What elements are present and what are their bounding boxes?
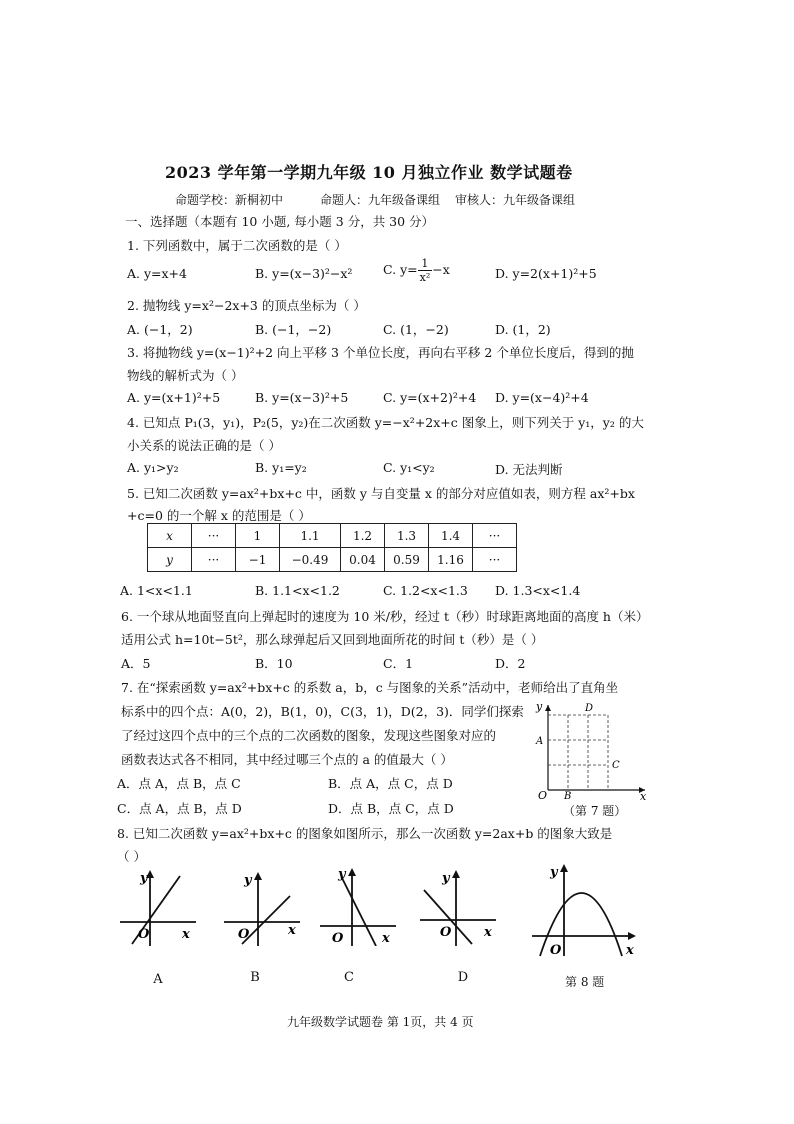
question-6-stem-line1: 6. 一个球从地面竖直向上弹起时的速度为 10 米/秒，经过 t（秒）时球距离地面的高度 h（米）	[121, 609, 649, 624]
question-6-option-c: C．1	[383, 656, 414, 671]
value-table	[147, 523, 517, 572]
question-8-graph-a	[118, 868, 198, 948]
fig7-y-label: y	[536, 700, 543, 713]
table-cell: 1	[236, 524, 280, 548]
table-cell: 1.4	[429, 524, 473, 548]
graph-b-y: y	[244, 873, 252, 888]
question-7-stem-line2: 标系中的四个点：A(0，2)，B(1，0)，C(3，1)，D(2，3)．同学们探索	[121, 704, 524, 719]
table-cell: −1	[236, 548, 280, 572]
table-cell: ···	[192, 548, 236, 572]
graph-b-x: x	[288, 923, 296, 938]
question-8-label-d: D	[457, 970, 469, 985]
reviewer-label: 审核人：九年级备课组	[455, 193, 576, 207]
question-4-option-c: C. y₁<y₂	[383, 460, 435, 475]
table-cell: −0.49	[280, 548, 341, 572]
graph-a-origin: O	[138, 927, 150, 942]
question-6-option-a: A．5	[121, 656, 151, 671]
table-cell: 1.3	[385, 524, 429, 548]
question-8-stem-line2: （ ）	[117, 849, 146, 864]
question-4-option-a: A. y₁>y₂	[127, 460, 179, 475]
graph-c-y: y	[338, 867, 346, 882]
table-cell: 0.59	[385, 548, 429, 572]
question-4-option-d: D. 无法判断	[495, 462, 563, 477]
question-8-graph-d	[418, 868, 498, 948]
question-3-option-d: D. y=(x−4)²+4	[495, 390, 589, 405]
question-5-option-d: D. 1.3<x<1.4	[495, 583, 581, 598]
question-2-option-c: C. (1，−2)	[383, 322, 449, 337]
question-7-figure-caption: （第 7 题）	[563, 804, 627, 818]
table-cell: 1.1	[280, 524, 341, 548]
graph-a-x: x	[182, 927, 190, 942]
table-cell: 1.2	[341, 524, 385, 548]
page-footer: 九年级数学试题卷 第 1页，共 4 页	[287, 1015, 474, 1029]
question-4-stem-line1: 4. 已知点 P₁(3，y₁)，P₂(5，y₂)在二次函数 y=−x²+2x+c 图象上，则下列关于 y₁，y₂ 的大	[127, 415, 644, 430]
fig7-point-a: A	[536, 736, 544, 747]
question-8-label-c: C	[344, 970, 354, 985]
table-cell: y	[148, 548, 192, 572]
question-5-stem-line2: +c=0 的一个解 x 的范围是（ ）	[127, 508, 311, 523]
question-2-stem: 2. 抛物线 y=x²−2x+3 的顶点坐标为（ ）	[127, 298, 366, 313]
parabola-x: x	[626, 943, 634, 958]
question-6-option-d: D．2	[495, 656, 526, 671]
question-2-option-b: B. (−1，−2)	[255, 322, 332, 337]
question-5-option-b: B. 1.1<x<1.2	[255, 583, 340, 598]
question-5-option-a: A. 1<x<1.1	[120, 583, 193, 598]
question-8-figure-caption: 第 8 题	[565, 975, 605, 989]
graph-a-y: y	[140, 871, 148, 886]
fig7-origin: O	[538, 789, 548, 800]
graph-c-origin: O	[332, 931, 344, 946]
table-cell: ···	[473, 524, 517, 548]
graph-d-y: y	[442, 871, 450, 886]
question-7-figure	[530, 700, 650, 800]
question-8-stem-line1: 8. 已知二次函数 y=ax²+bx+c 的图象如图所示，那么一次函数 y=2ax+b 的图象大致是	[117, 826, 613, 841]
table-cell: ···	[473, 548, 517, 572]
question-3-option-c: C. y=(x+2)²+4	[383, 390, 477, 405]
question-7-stem-line3: 了经过这四个点中的三个点的二次函数的图象，发现这些图象对应的	[121, 728, 497, 743]
question-8-label-b: B	[250, 970, 260, 985]
question-7-option-b: B．点 A，点 C，点 D	[328, 776, 453, 791]
question-7-stem-line4: 函数表达式各不相同，其中经过哪三个点的 a 的值最大（ ）	[121, 752, 453, 767]
question-4-option-b: B. y₁=y₂	[255, 460, 307, 475]
table-cell: ···	[192, 524, 236, 548]
question-1-stem: 1. 下列函数中，属于二次函数的是（ ）	[127, 238, 347, 253]
question-1-option-c	[383, 257, 450, 284]
question-2-option-a: A. (−1，2)	[127, 322, 193, 337]
table-cell: 0.04	[341, 548, 385, 572]
question-1-option-b: B. y=(x−3)²−x²	[255, 266, 353, 281]
parabola-origin: O	[550, 943, 562, 958]
option-c-suffix: −x	[432, 262, 450, 277]
question-3-stem-line1: 3. 将抛物线 y=(x−1)²+2 向上平移 3 个单位长度，再向右平移 2 个单位长度后，得到的抛	[127, 345, 634, 360]
question-1-option-d: D. y=2(x+1)²+5	[495, 266, 597, 281]
fraction	[418, 257, 433, 284]
graph-d-x: x	[484, 925, 492, 940]
question-7-option-d: D．点 B，点 C，点 D	[328, 801, 454, 816]
question-8-parabola-figure	[530, 860, 640, 960]
graph-d-origin: O	[440, 925, 452, 940]
question-5-option-c: C. 1.2<x<1.3	[383, 583, 468, 598]
fraction-denominator: x²	[419, 271, 431, 284]
author-label: 命题人：九年级备课组	[320, 193, 441, 207]
graph-b-origin: O	[238, 927, 250, 942]
table-cell: x	[148, 524, 192, 548]
table-row	[148, 548, 517, 572]
question-3-option-a: A. y=(x+1)²+5	[127, 390, 221, 405]
school-label: 命题学校：新桐初中	[175, 193, 284, 207]
page-title: 2023 学年第一学期九年级 10 月独立作业 数学试题卷	[165, 163, 573, 182]
question-7-option-a: A．点 A，点 B，点 C	[117, 776, 241, 791]
parabola-y: y	[550, 865, 558, 880]
fig7-point-b: B	[564, 791, 572, 800]
question-6-stem-line2: 适用公式 h=10t−5t²，那么球弹起后又回到地面所花的时间 t（秒）是（ ）	[121, 632, 544, 647]
fig7-point-d: D	[585, 703, 594, 714]
question-8-graph-c	[318, 866, 398, 946]
fig7-x-label: x	[640, 790, 647, 800]
option-c-prefix: C. y=	[383, 262, 418, 277]
question-7-stem-line1: 7. 在“探索函数 y=ax²+bx+c 的系数 a，b，c 与图象的关系”活动中，老师给出了直角坐	[121, 680, 619, 695]
fraction-numerator: 1	[418, 257, 433, 271]
question-3-option-b: B. y=(x−3)²+5	[255, 390, 349, 405]
table-row	[148, 524, 517, 548]
question-4-stem-line2: 小关系的说法正确的是（ ）	[127, 438, 281, 453]
table-cell: 1.16	[429, 548, 473, 572]
question-3-stem-line2: 物线的解析式为（ ）	[127, 368, 244, 383]
question-5-stem-line1: 5. 已知二次函数 y=ax²+bx+c 中，函数 y 与自变量 x 的部分对应值如表，则方程 ax²+bx	[127, 486, 635, 501]
graph-c-x: x	[382, 931, 390, 946]
fig7-point-c: C	[612, 760, 620, 771]
question-7-option-c: C．点 A，点 B，点 D	[117, 801, 242, 816]
question-8-label-a: A	[153, 972, 163, 987]
question-8-graph-b	[222, 868, 302, 948]
section-heading: 一、选择题（本题有 10 小题, 每小题 3 分，共 30 分）	[125, 214, 435, 229]
question-1-option-a: A. y=x+4	[127, 266, 187, 281]
question-6-option-b: B．10	[255, 656, 293, 671]
question-2-option-d: D. (1，2)	[495, 322, 551, 337]
